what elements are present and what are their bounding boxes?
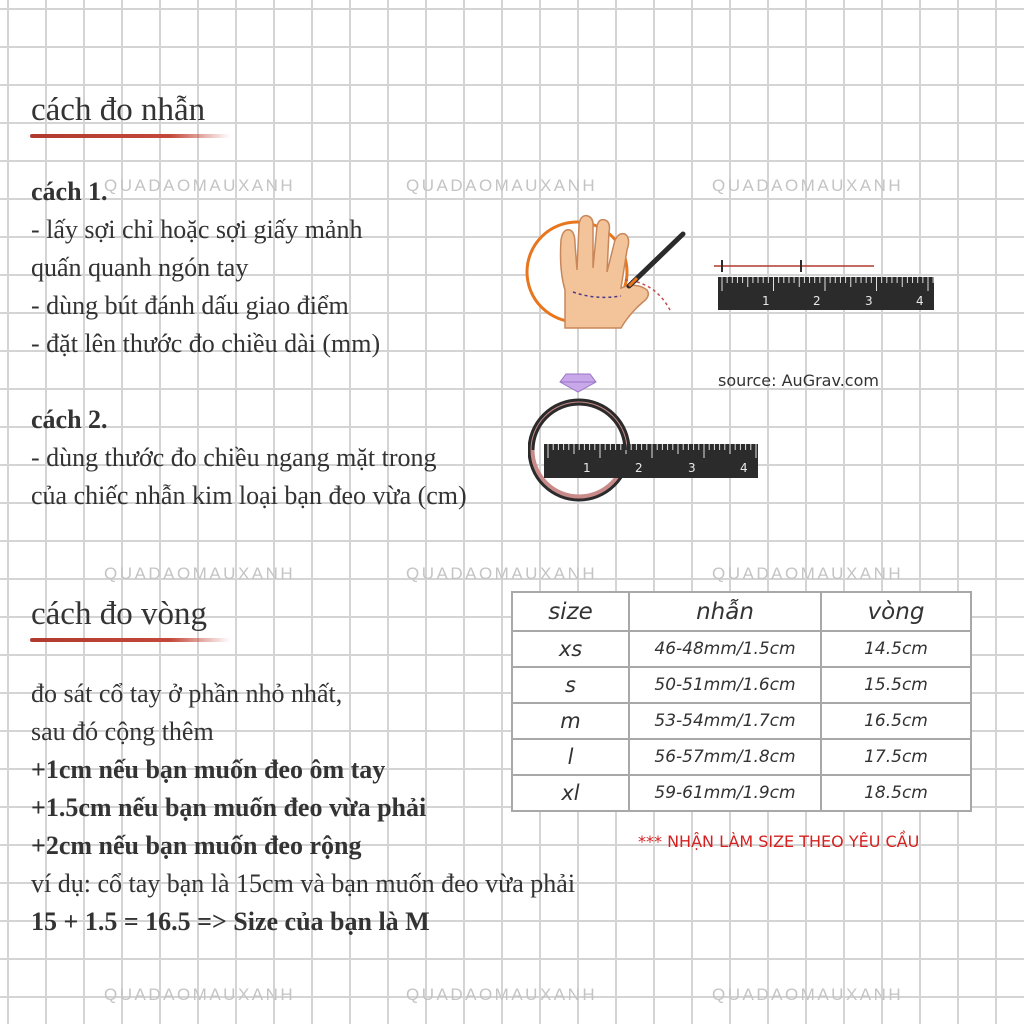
table-row <box>512 667 971 703</box>
method1-heading: cách 1. <box>31 177 108 206</box>
method2-line: của chiếc nhẫn kim loại bạn đeo vừa (cm) <box>31 481 467 510</box>
ruler-number: 1 <box>583 461 591 475</box>
watermark: QUADAOMAUXANH <box>104 985 296 1004</box>
table-cell: 53-54mm/1.7cm <box>629 703 821 739</box>
table-cell: 14.5cm <box>821 631 971 667</box>
ruler-number: 3 <box>865 294 873 308</box>
table-cell: s <box>512 667 629 703</box>
table-cell: 59-61mm/1.9cm <box>629 775 821 811</box>
bracelet-option: +1cm nếu bạn muốn đeo ôm tay <box>31 755 386 784</box>
table-cell: 46-48mm/1.5cm <box>629 631 821 667</box>
watermark: QUADAOMAUXANH <box>712 985 904 1004</box>
watermark: QUADAOMAUXANH <box>712 176 904 195</box>
watermark: QUADAOMAUXANH <box>406 564 598 583</box>
bracelet-line: đo sát cổ tay ở phần nhỏ nhất, <box>31 679 343 708</box>
example-result: 15 + 1.5 = 16.5 => Size của bạn là M <box>31 907 430 936</box>
bracelet-option: +2cm nếu bạn muốn đeo rộng <box>31 831 362 860</box>
method1-line: - lấy sợi chỉ hoặc sợi giấy mảnh <box>31 215 363 244</box>
method2-heading: cách 2. <box>31 405 108 434</box>
method1-line: - đặt lên thước đo chiều dài (mm) <box>31 329 381 358</box>
ruler-number: 1 <box>762 294 770 308</box>
table-cell: 15.5cm <box>821 667 971 703</box>
table-cell: 18.5cm <box>821 775 971 811</box>
ruler-length <box>708 256 938 318</box>
custom-size-note: *** NHẬN LÀM SIZE THEO YÊU CẦU <box>638 832 920 851</box>
bracelet-line: sau đó cộng thêm <box>31 717 214 746</box>
bracelet-option: +1.5cm nếu bạn muốn đeo vừa phải <box>31 793 427 822</box>
ruler-number: 2 <box>635 461 643 475</box>
watermark: QUADAOMAUXANH <box>406 176 598 195</box>
table-header: vòng <box>821 592 971 631</box>
table-cell: 56-57mm/1.8cm <box>629 739 821 775</box>
watermark: QUADAOMAUXANH <box>104 176 296 195</box>
watermark: QUADAOMAUXANH <box>406 985 598 1004</box>
ruler-number: 4 <box>740 461 748 475</box>
ring-section-title: cách đo nhẫn <box>31 92 206 128</box>
table-cell: m <box>512 703 629 739</box>
method1-line: - dùng bút đánh dấu giao điểm <box>31 291 349 320</box>
ruler-number: 4 <box>916 294 924 308</box>
table-header: nhẫn <box>629 592 821 631</box>
table-row <box>512 775 971 811</box>
bracelet-section-title: cách đo vòng <box>31 596 207 632</box>
method1-line: quấn quanh ngón tay <box>31 253 249 282</box>
watermark: QUADAOMAUXANH <box>712 564 904 583</box>
table-cell: xl <box>512 775 629 811</box>
table-cell: xs <box>512 631 629 667</box>
title-underline <box>30 638 230 642</box>
ruler-number: 2 <box>813 294 821 308</box>
table-row <box>512 631 971 667</box>
title-underline <box>30 134 230 138</box>
table-row <box>512 703 971 739</box>
hand-illustration <box>525 210 690 335</box>
table-cell: 16.5cm <box>821 703 971 739</box>
source-credit: source: AuGrav.com <box>718 371 879 390</box>
table-cell: l <box>512 739 629 775</box>
ruler-number: 3 <box>688 461 696 475</box>
table-row <box>512 739 971 775</box>
method2-line: - dùng thước đo chiều ngang mặt trong <box>31 443 437 472</box>
ring-ruler-illustration <box>528 370 760 510</box>
example-line: ví dụ: cổ tay bạn là 15cm và bạn muốn đeo vừa phải <box>31 869 576 898</box>
diamond-icon <box>560 374 596 392</box>
table-header: size <box>512 592 629 631</box>
table-cell: 17.5cm <box>821 739 971 775</box>
table-cell: 50-51mm/1.6cm <box>629 667 821 703</box>
table-header-row <box>512 592 971 631</box>
size-table <box>511 591 972 812</box>
watermark: QUADAOMAUXANH <box>104 564 296 583</box>
